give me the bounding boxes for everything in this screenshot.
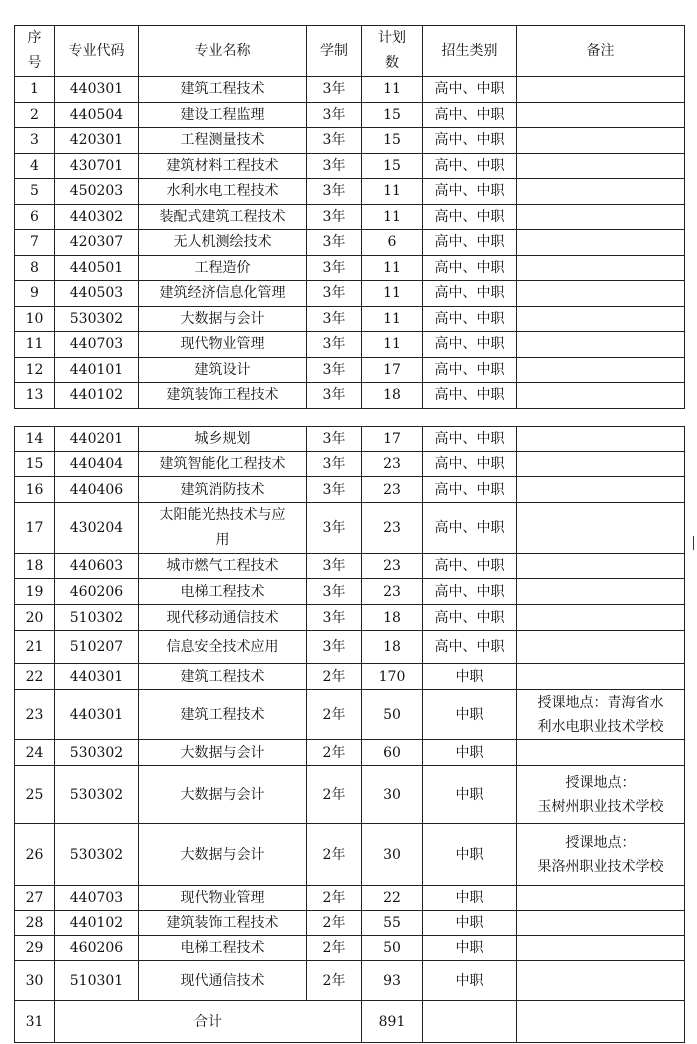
header-note: 备注	[517, 26, 685, 77]
table-row	[15, 230, 685, 256]
cell-name: 工程测量技术	[139, 128, 307, 154]
cell-seq: 7	[15, 230, 55, 256]
table-row	[15, 631, 685, 664]
cell-plan: 170	[362, 664, 423, 690]
cell-length: 2年	[307, 664, 362, 690]
cell-category: 高中、中职	[423, 255, 517, 281]
cell-note	[517, 357, 685, 383]
cell-seq: 22	[15, 664, 55, 690]
cell-name: 现代物业管理	[139, 886, 307, 911]
cell-line: 授课地点：青海省水	[537, 694, 664, 711]
cell-name	[139, 503, 307, 554]
cell-plan: 93	[362, 961, 423, 1001]
cell-plan: 17	[362, 427, 423, 452]
cell-line: 授课地点：	[565, 834, 636, 851]
cell-length: 2年	[307, 766, 362, 824]
cell-note	[517, 664, 685, 690]
cell-length: 3年	[307, 255, 362, 281]
cell-seq: 19	[15, 579, 55, 605]
cell-name: 建筑设计	[139, 357, 307, 383]
cell-category: 高中、中职	[423, 579, 517, 605]
cell-length: 3年	[307, 631, 362, 664]
cell-seq: 16	[15, 477, 55, 503]
cell-name: 电梯工程技术	[139, 579, 307, 605]
table-row	[15, 886, 685, 911]
cell-category: 高中、中职	[423, 179, 517, 205]
cell-plan: 30	[362, 824, 423, 886]
cell-code: 440406	[55, 477, 139, 503]
cell-name: 城乡规划	[139, 427, 307, 452]
cell-length: 2年	[307, 690, 362, 740]
cell-plan: 18	[362, 631, 423, 664]
cell-length: 3年	[307, 332, 362, 358]
cell-seq: 17	[15, 503, 55, 554]
cell-code: 460206	[55, 936, 139, 961]
cell-note	[517, 631, 685, 664]
cell-category: 中职	[423, 766, 517, 824]
cell-name: 建筑工程技术	[139, 77, 307, 103]
cell-line: 太阳能光热技术与应	[159, 507, 286, 523]
cell-category: 高中、中职	[423, 281, 517, 307]
cell-code: 530302	[55, 824, 139, 886]
cell-seq: 13	[15, 383, 55, 409]
header-plan: 计划 数	[362, 26, 423, 77]
cell-category: 高中、中职	[423, 503, 517, 554]
header-name: 专业名称	[139, 26, 307, 77]
cell-code: 430204	[55, 503, 139, 554]
cell-note	[517, 102, 685, 128]
cell-code: 440302	[55, 204, 139, 230]
cell-name: 建设工程监理	[139, 102, 307, 128]
cell-name: 建筑工程技术	[139, 690, 307, 740]
cell-plan: 30	[362, 766, 423, 824]
cell-plan: 11	[362, 332, 423, 358]
cell-name: 电梯工程技术	[139, 936, 307, 961]
cell-category: 高中、中职	[423, 102, 517, 128]
cell-code: 440102	[55, 383, 139, 409]
cell-seq: 29	[15, 936, 55, 961]
total-label: 合计	[55, 1001, 362, 1043]
cell-length: 3年	[307, 230, 362, 256]
cell-category: 高中、中职	[423, 306, 517, 332]
cell-category: 高中、中职	[423, 554, 517, 579]
cell-seq: 4	[15, 153, 55, 179]
table-row	[15, 503, 685, 554]
cell-note	[517, 690, 685, 740]
cell-name: 建筑装饰工程技术	[139, 383, 307, 409]
cell-seq: 5	[15, 179, 55, 205]
cell-length: 3年	[307, 153, 362, 179]
table-row	[15, 961, 685, 1001]
cell-note	[517, 128, 685, 154]
cell-name: 工程造价	[139, 255, 307, 281]
cell-length: 3年	[307, 579, 362, 605]
cell-code: 440504	[55, 102, 139, 128]
cell-code: 440703	[55, 886, 139, 911]
header-length: 学制	[307, 26, 362, 77]
cell-category: 中职	[423, 886, 517, 911]
cell-seq: 30	[15, 961, 55, 1001]
cell-category: 高中、中职	[423, 153, 517, 179]
cell-code: 530302	[55, 740, 139, 766]
table-row	[15, 936, 685, 961]
cell-length: 3年	[307, 383, 362, 409]
cell-note	[517, 383, 685, 409]
cell-seq: 28	[15, 911, 55, 936]
table-row	[15, 179, 685, 205]
cell-note	[517, 255, 685, 281]
total-category	[423, 1001, 517, 1043]
cell-seq: 12	[15, 357, 55, 383]
cell-note	[517, 306, 685, 332]
cell-code: 510207	[55, 631, 139, 664]
cell-length: 3年	[307, 102, 362, 128]
cell-line: 果洛州职业技术学校	[537, 858, 664, 875]
cell-line: 授课地点：	[565, 774, 636, 791]
cell-note	[517, 605, 685, 631]
table-row	[15, 824, 685, 886]
header-category: 招生类别	[423, 26, 517, 77]
cell-code: 440301	[55, 664, 139, 690]
cell-category: 中职	[423, 664, 517, 690]
table-row	[15, 153, 685, 179]
cell-code: 530302	[55, 306, 139, 332]
cell-note	[517, 936, 685, 961]
cell-category: 高中、中职	[423, 77, 517, 103]
cell-category: 中职	[423, 961, 517, 1001]
table-row	[15, 605, 685, 631]
cell-length: 3年	[307, 503, 362, 554]
cell-note	[517, 477, 685, 503]
cell-name: 建筑消防技术	[139, 477, 307, 503]
cell-plan: 17	[362, 357, 423, 383]
cell-plan: 23	[362, 554, 423, 579]
cell-code: 440703	[55, 332, 139, 358]
cell-note	[517, 153, 685, 179]
cell-length: 3年	[307, 477, 362, 503]
cell-seq: 27	[15, 886, 55, 911]
table-row	[15, 357, 685, 383]
cell-note	[517, 452, 685, 477]
cell-plan: 15	[362, 102, 423, 128]
cell-plan: 18	[362, 605, 423, 631]
cell-name: 建筑经济信息化管理	[139, 281, 307, 307]
cell-note	[517, 886, 685, 911]
cell-note	[517, 204, 685, 230]
cell-plan: 11	[362, 204, 423, 230]
cell-plan: 11	[362, 179, 423, 205]
cell-code: 440501	[55, 255, 139, 281]
cell-seq: 2	[15, 102, 55, 128]
cell-length: 3年	[307, 427, 362, 452]
table-row	[15, 77, 685, 103]
table-row	[15, 740, 685, 766]
cell-seq: 3	[15, 128, 55, 154]
cell-name: 现代移动通信技术	[139, 605, 307, 631]
cell-name: 大数据与会计	[139, 766, 307, 824]
cell-seq: 8	[15, 255, 55, 281]
cell-length: 2年	[307, 886, 362, 911]
cell-category: 高中、中职	[423, 427, 517, 452]
cell-seq: 26	[15, 824, 55, 886]
cell-plan: 23	[362, 477, 423, 503]
header-seq: 序 号	[15, 26, 55, 77]
cell-note	[517, 554, 685, 579]
cell-category: 高中、中职	[423, 477, 517, 503]
cell-length: 3年	[307, 452, 362, 477]
table-row	[15, 204, 685, 230]
table-row	[15, 766, 685, 824]
cell-plan: 50	[362, 690, 423, 740]
cell-name: 现代通信技术	[139, 961, 307, 1001]
cell-length: 3年	[307, 204, 362, 230]
cell-seq: 6	[15, 204, 55, 230]
cell-name: 信息安全技术应用	[139, 631, 307, 664]
cell-seq: 1	[15, 77, 55, 103]
table-header-row	[15, 26, 685, 77]
cell-category: 高中、中职	[423, 605, 517, 631]
cell-length: 3年	[307, 554, 362, 579]
cell-seq: 20	[15, 605, 55, 631]
cell-name: 建筑装饰工程技术	[139, 911, 307, 936]
cell-name: 城市燃气工程技术	[139, 554, 307, 579]
margin-mark	[693, 536, 694, 550]
cell-name: 装配式建筑工程技术	[139, 204, 307, 230]
cell-category: 高中、中职	[423, 128, 517, 154]
enrollment-table-part1	[14, 25, 685, 409]
cell-length: 3年	[307, 128, 362, 154]
cell-name: 建筑材料工程技术	[139, 153, 307, 179]
cell-line: 利水电职业技术学校	[537, 718, 664, 735]
cell-line: 用	[215, 532, 230, 548]
cell-code: 420301	[55, 128, 139, 154]
table-row	[15, 664, 685, 690]
cell-length: 3年	[307, 77, 362, 103]
cell-code: 420307	[55, 230, 139, 256]
cell-seq: 10	[15, 306, 55, 332]
header-code: 专业代码	[55, 26, 139, 77]
cell-category: 高中、中职	[423, 204, 517, 230]
cell-plan: 22	[362, 886, 423, 911]
cell-name: 大数据与会计	[139, 824, 307, 886]
cell-code: 440503	[55, 281, 139, 307]
cell-length: 2年	[307, 740, 362, 766]
cell-seq: 15	[15, 452, 55, 477]
cell-seq: 23	[15, 690, 55, 740]
cell-code: 530302	[55, 766, 139, 824]
cell-note	[517, 740, 685, 766]
cell-plan: 60	[362, 740, 423, 766]
cell-note	[517, 911, 685, 936]
cell-code: 440603	[55, 554, 139, 579]
cell-seq: 25	[15, 766, 55, 824]
cell-category: 中职	[423, 740, 517, 766]
table-row	[15, 579, 685, 605]
cell-seq: 9	[15, 281, 55, 307]
cell-note	[517, 332, 685, 358]
cell-seq: 14	[15, 427, 55, 452]
cell-seq: 18	[15, 554, 55, 579]
cell-length: 3年	[307, 179, 362, 205]
cell-plan: 50	[362, 936, 423, 961]
cell-plan: 15	[362, 128, 423, 154]
cell-length: 3年	[307, 306, 362, 332]
cell-code: 460206	[55, 579, 139, 605]
cell-code: 430701	[55, 153, 139, 179]
cell-name: 大数据与会计	[139, 740, 307, 766]
cell-code: 440102	[55, 911, 139, 936]
cell-seq: 21	[15, 631, 55, 664]
cell-name: 大数据与会计	[139, 306, 307, 332]
cell-length: 2年	[307, 911, 362, 936]
table-row	[15, 554, 685, 579]
table-row	[15, 690, 685, 740]
cell-note	[517, 503, 685, 554]
total-plan: 891	[362, 1001, 423, 1043]
cell-code: 510301	[55, 961, 139, 1001]
cell-code: 440301	[55, 690, 139, 740]
cell-length: 3年	[307, 605, 362, 631]
cell-seq: 11	[15, 332, 55, 358]
cell-plan: 15	[362, 153, 423, 179]
total-note	[517, 1001, 685, 1043]
table-row	[15, 128, 685, 154]
cell-code: 440301	[55, 77, 139, 103]
cell-category: 中职	[423, 911, 517, 936]
cell-note	[517, 179, 685, 205]
cell-plan: 6	[362, 230, 423, 256]
cell-plan: 23	[362, 452, 423, 477]
cell-category: 高中、中职	[423, 357, 517, 383]
table-row	[15, 255, 685, 281]
cell-plan: 55	[362, 911, 423, 936]
cell-plan: 11	[362, 281, 423, 307]
cell-seq: 24	[15, 740, 55, 766]
cell-category: 高中、中职	[423, 230, 517, 256]
cell-code: 510302	[55, 605, 139, 631]
cell-category: 高中、中职	[423, 332, 517, 358]
table-row	[15, 911, 685, 936]
cell-plan: 18	[362, 383, 423, 409]
cell-category: 中职	[423, 690, 517, 740]
cell-note	[517, 961, 685, 1001]
cell-name: 无人机测绘技术	[139, 230, 307, 256]
cell-note	[517, 427, 685, 452]
cell-plan: 11	[362, 306, 423, 332]
cell-plan: 11	[362, 255, 423, 281]
cell-length: 3年	[307, 281, 362, 307]
table-row	[15, 281, 685, 307]
cell-note	[517, 230, 685, 256]
cell-length: 3年	[307, 357, 362, 383]
table-row	[15, 332, 685, 358]
cell-code: 450203	[55, 179, 139, 205]
cell-length: 2年	[307, 961, 362, 1001]
cell-length: 2年	[307, 936, 362, 961]
total-row	[15, 1001, 685, 1043]
table-row	[15, 427, 685, 452]
cell-note	[517, 766, 685, 824]
cell-note	[517, 824, 685, 886]
cell-name: 水利水电工程技术	[139, 179, 307, 205]
cell-plan: 11	[362, 77, 423, 103]
cell-note	[517, 77, 685, 103]
cell-code: 440201	[55, 427, 139, 452]
table-row	[15, 452, 685, 477]
cell-category: 高中、中职	[423, 383, 517, 409]
cell-category: 中职	[423, 936, 517, 961]
table-row	[15, 477, 685, 503]
cell-line: 玉树州职业技术学校	[537, 798, 664, 815]
cell-plan: 23	[362, 579, 423, 605]
table-row	[15, 383, 685, 409]
cell-code: 440101	[55, 357, 139, 383]
cell-plan: 23	[362, 503, 423, 554]
cell-name: 现代物业管理	[139, 332, 307, 358]
cell-code: 440404	[55, 452, 139, 477]
cell-category: 高中、中职	[423, 631, 517, 664]
cell-name: 建筑智能化工程技术	[139, 452, 307, 477]
table-row	[15, 306, 685, 332]
cell-category: 高中、中职	[423, 452, 517, 477]
total-seq: 31	[15, 1001, 55, 1043]
cell-note	[517, 579, 685, 605]
cell-category: 中职	[423, 824, 517, 886]
cell-length: 2年	[307, 824, 362, 886]
table-row	[15, 102, 685, 128]
enrollment-table-part2	[14, 426, 685, 1043]
cell-name: 建筑工程技术	[139, 664, 307, 690]
cell-note	[517, 281, 685, 307]
